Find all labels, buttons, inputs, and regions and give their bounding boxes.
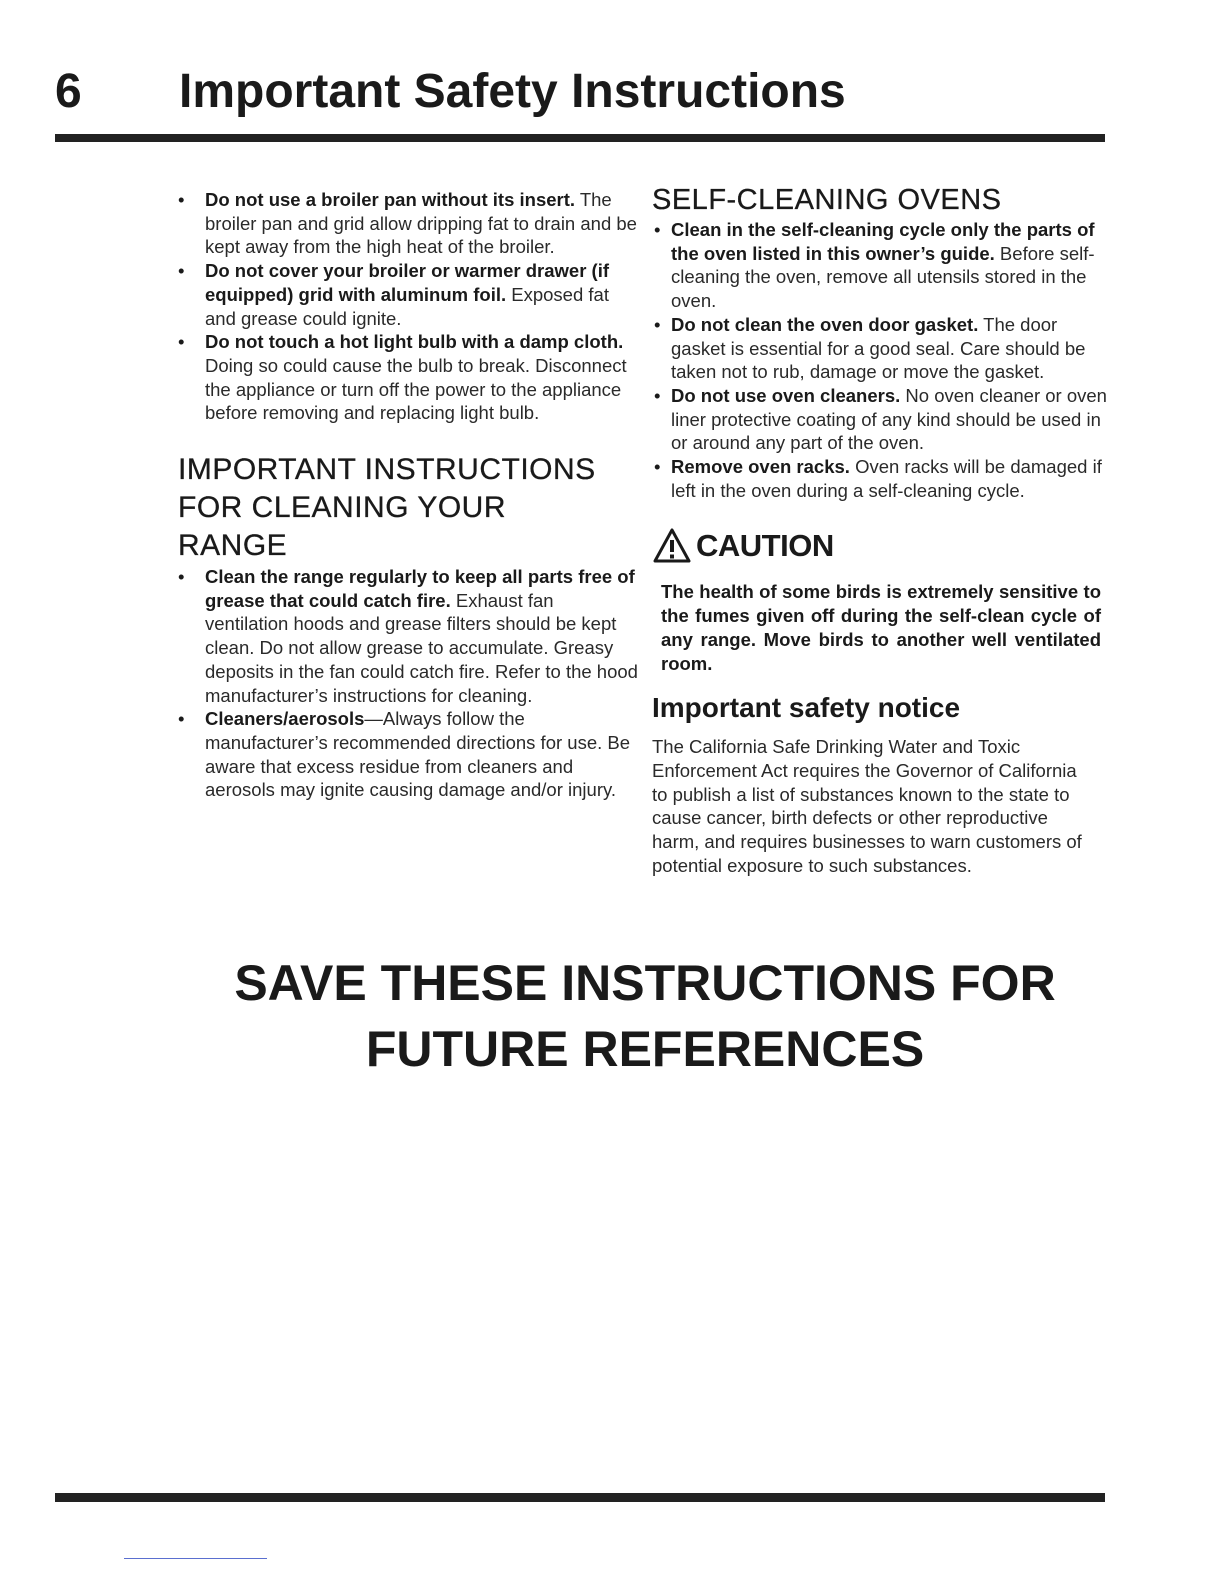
page-number: 6: [55, 65, 82, 118]
caution-label: CAUTION: [696, 528, 834, 564]
left-column: [178, 188, 638, 802]
list-item: • Do not use a broiler pan without its insert. The broiler pan and grid allow dripping fat to drain and be kept away from the high heat of the broiler.: [178, 188, 638, 259]
list-item: • Do not use oven cleaners. No oven cleaner or oven liner protective coating of any kind should be used in or around any part of the oven.: [652, 384, 1107, 455]
self-cleaning-heading: SELF-CLEANING OVENS: [652, 184, 1002, 216]
caution-text: The health of some birds is extremely sensitive to the fumes given off during the self-clean cycle of any range. Move birds to another well ventilated room.: [661, 581, 1101, 674]
notice-body: The California Safe Drinking Water and Toxic Enforcement Act requires the Governor of California to publish a list of substances known to the state to cause cancer, birth defects or other reproductive harm, and requires businesses to warn customers of potential exposure to such substances.: [652, 736, 1082, 876]
save-banner-line-2: FUTURE REFERENCES: [365, 1021, 925, 1077]
list-item: • Cleaners/aerosols—Always follow the manufacturer’s recommended directions for use. Be aware that excess residue from cleaners and aerosols may ignite causing damage and/or injury.: [178, 707, 638, 802]
caution-header: [652, 524, 1107, 568]
list-item: • Remove oven racks. Oven racks will be damaged if left in the oven during a self-cleaning cycle.: [652, 455, 1107, 502]
save-banner-line-1: SAVE THESE INSTRUCTIONS FOR: [234, 955, 1056, 1011]
save-instructions-banner: [0, 950, 1224, 1082]
list-item: • Clean the range regularly to keep all parts free of grease that could catch fire. Exhaust fan ventilation hoods and grease filters should be kept clean. Do not allow grease to accumulate. Greasy deposits in the fan could catch fire. Refer to the hood manufacturer’s instructions for cleaning.: [178, 565, 638, 707]
list-item: • Do not touch a hot light bulb with a damp cloth. Doing so could cause the bulb to break. Disconnect the appliance or turn off the power to the appliance before removing and replacing light bulb.: [178, 330, 638, 425]
list-item: • Clean in the self-cleaning cycle only the parts of the oven listed in this owner’s guide. Before self-cleaning the oven, remove all utensils stored in the oven.: [652, 218, 1107, 313]
self-cleaning-list: [652, 218, 1107, 502]
footer-underline: [124, 1558, 267, 1559]
page-header: [55, 62, 1105, 122]
header-rule: [55, 134, 1105, 142]
notice-heading: Important safety notice: [652, 692, 961, 724]
footer-rule: [55, 1493, 1105, 1502]
list-item: • Do not cover your broiler or warmer drawer (if equipped) grid with aluminum foil. Exposed fat and grease could ignite.: [178, 259, 638, 330]
cleaning-list: [178, 565, 638, 802]
right-column: [652, 184, 1107, 877]
broiler-safety-list: [178, 188, 638, 425]
warning-triangle-icon: [652, 527, 692, 565]
page-title: Important Safety Instructions: [179, 65, 846, 118]
list-item: • Do not clean the oven door gasket. The door gasket is essential for a good seal. Care should be taken not to rub, damage or move the gasket.: [652, 313, 1107, 384]
cleaning-section-heading: IMPORTANT INSTRUCTIONS FOR CLEANING YOUR RANGE: [178, 453, 596, 563]
